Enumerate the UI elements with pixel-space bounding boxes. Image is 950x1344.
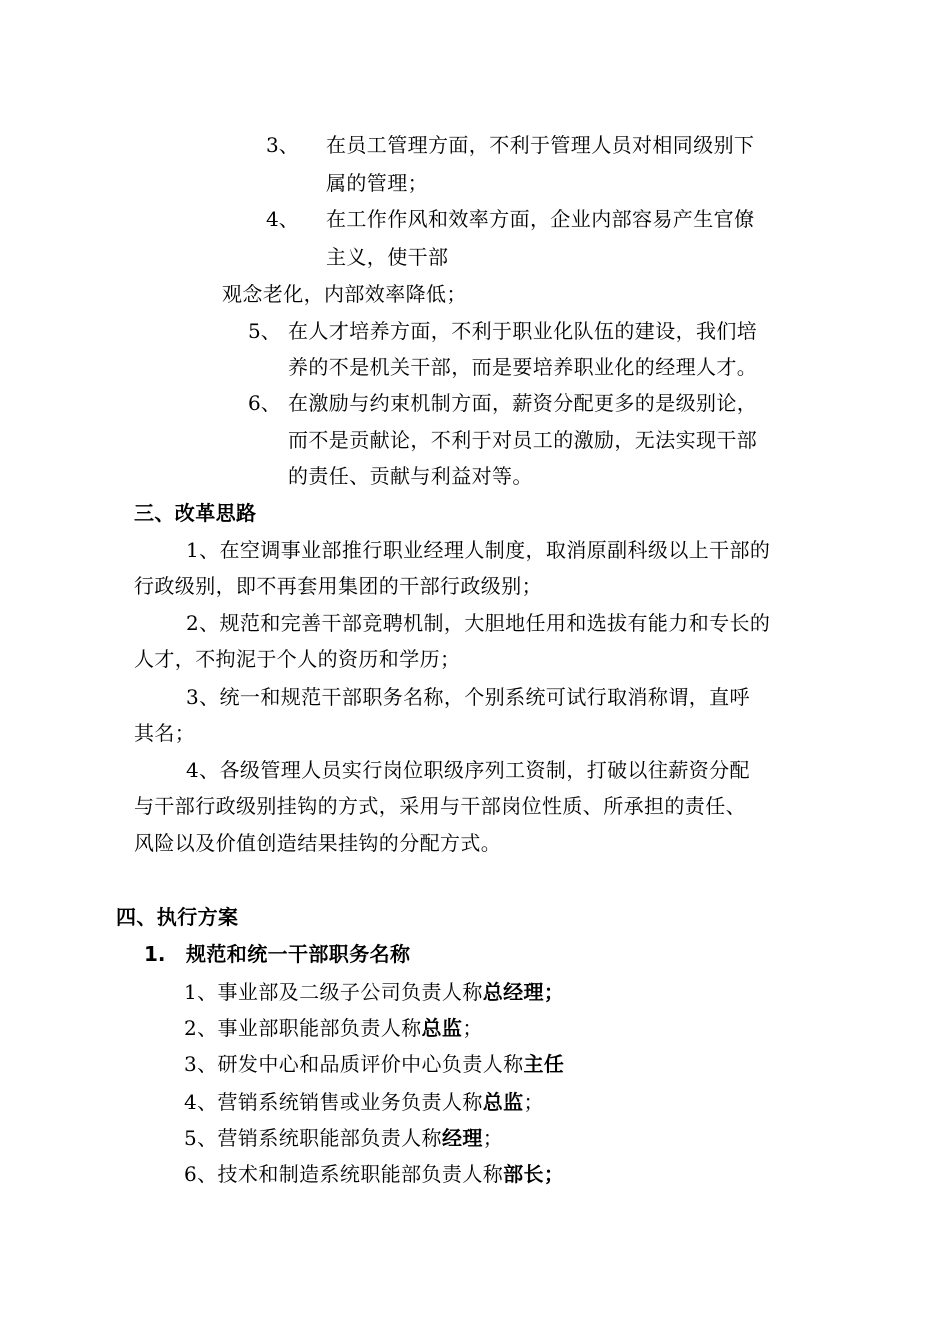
paragraph-text: 人才，不拘泥于个人的资历和学历； xyxy=(134,647,461,671)
list-item xyxy=(184,1124,503,1152)
paragraph-text: 1、在空调事业部推行职业经理人制度，取消原副科级以上干部的 xyxy=(186,538,771,562)
list-item-text: 主义，使干部 xyxy=(326,245,449,269)
list-item-text: 养的不是机关干部，而是要培养职业化的经理人才。 xyxy=(288,355,758,379)
title-bold: 总监 xyxy=(482,1090,524,1114)
paragraph-text: 行政级别，即不再套用集团的干部行政级别； xyxy=(134,574,542,598)
title-bold: 总经理； xyxy=(482,980,565,1004)
list-item-text: 在工作作风和效率方面，企业内部容易产生官僚 xyxy=(326,207,755,231)
list-item-tail: ； xyxy=(462,1016,483,1040)
section-heading: 三、改革思路 xyxy=(134,501,257,525)
list-item-text: 2、事业部职能部负责人称 xyxy=(184,1016,422,1040)
title-bold: 主任 xyxy=(523,1052,565,1076)
paragraph-text: 与干部行政级别挂钩的方式，采用与干部岗位性质、所承担的责任、 xyxy=(134,794,746,818)
list-item-tail: ； xyxy=(523,1090,544,1114)
list-item-text: 3、研发中心和品质评价中心负责人称 xyxy=(184,1052,524,1076)
list-item-text: 而不是贡献论，不利于对员工的激励，无法实现干部 xyxy=(288,428,758,452)
title-bold: 经理 xyxy=(441,1126,483,1150)
list-item xyxy=(184,978,564,1006)
title-bold: 总监 xyxy=(421,1016,463,1040)
paragraph-text: 其名； xyxy=(134,721,196,745)
subheading: 规范和统一干部职务名称 xyxy=(186,942,411,966)
paragraph-text: 4、各级管理人员实行岗位职级序列工资制，打破以往薪资分配 xyxy=(186,758,750,782)
paragraph-text: 3、统一和规范干部职务名称，个别系统可试行取消称谓，直呼 xyxy=(186,685,750,709)
paragraph-text: 风险以及价值创造结果挂钩的分配方式。 xyxy=(134,831,502,855)
paragraph-text: 2、规范和完善干部竞聘机制，大胆地任用和选拔有能力和专长的 xyxy=(186,611,771,635)
list-item-text: 在激励与约束机制方面，薪资分配更多的是级别论， xyxy=(288,391,758,415)
title-bold: 部长； xyxy=(503,1162,565,1186)
list-item xyxy=(184,1014,483,1042)
list-item xyxy=(184,1160,564,1188)
subheading-number: 1. xyxy=(144,942,166,966)
list-number: 4、 xyxy=(266,207,299,231)
list-item-tail: ； xyxy=(482,1126,504,1150)
list-item xyxy=(184,1050,564,1078)
list-number: 3、 xyxy=(266,133,299,157)
list-item-text: 的责任、贡献与利益对等。 xyxy=(288,464,533,488)
list-item xyxy=(184,1088,544,1116)
list-item-text: 1、事业部及二级子公司负责人称 xyxy=(184,980,483,1004)
list-item-text: 5、营销系统职能部负责人称 xyxy=(184,1126,442,1150)
list-item-text: 属的管理； xyxy=(326,171,428,195)
list-item-text: 4、营销系统销售或业务负责人称 xyxy=(184,1090,483,1114)
list-item-text: 6、技术和制造系统职能部负责人称 xyxy=(184,1162,504,1186)
list-item-text: 在人才培养方面，不利于职业化队伍的建设，我们培 xyxy=(288,319,758,343)
paragraph-text: 观念老化，内部效率降低； xyxy=(222,282,467,306)
list-item-text: 在员工管理方面，不利于管理人员对相同级别下 xyxy=(326,133,755,157)
section-heading: 四、执行方案 xyxy=(116,905,239,929)
list-number: 6、 xyxy=(248,391,281,415)
list-number: 5、 xyxy=(248,319,281,343)
